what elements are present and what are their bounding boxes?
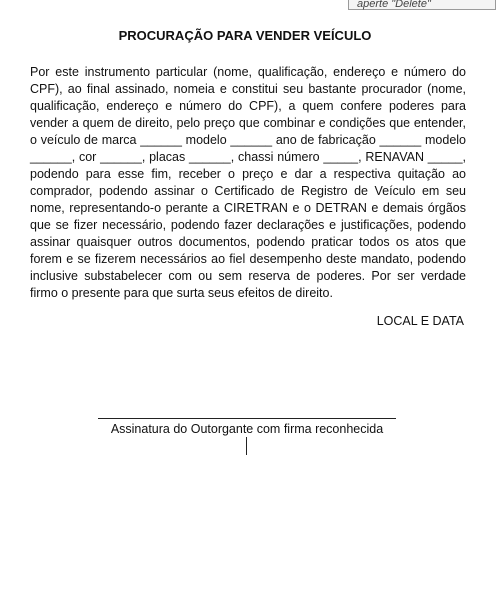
signature-line — [98, 418, 396, 419]
document-title: PROCURAÇÃO PARA VENDER VEÍCULO — [118, 28, 372, 43]
delete-hint-tooltip: aperte "Delete" — [348, 0, 496, 10]
signature-label[interactable]: Assinatura do Outorgante com firma reconhecida — [110, 422, 384, 436]
text-cursor — [246, 437, 247, 455]
document-body[interactable]: Por este instrumento particular (nome, qualificação, endereço e número do CPF), ao final assinado, nomeia e constitui seu bastante procurador (nome, qualificação, endereço e número do CPF), a quem confere poderes para vender a quem de direito, pelo preço que combinar e condições que entender, o veículo de marca ______ modelo ______ ano de fabricação ______ modelo ______, cor ______, placas ______, chassi número _____, RENAVAN _____, podendo para esse fim, receber o preço e dar a respectiva quitação ao comprador, podendo assinar o Certificado de Registro de Veículo em seu nome, representando-o perante a CIRETRAN e o DETRAN e demais órgãos que se fizer necessário, podendo fazer declarações e justificações, podendo assinar quaisquer outros documentos, podendo praticar todos os atos que forem e se fizerem necessários ao fiel desempenho deste mandato, podendo inclusive substabelecer com ou sem reserva de poderes. Por ser verdade firmo o presente para que surta seus efeitos de direito. — [30, 65, 466, 300]
local-and-date[interactable]: LOCAL E DATA — [376, 314, 464, 328]
